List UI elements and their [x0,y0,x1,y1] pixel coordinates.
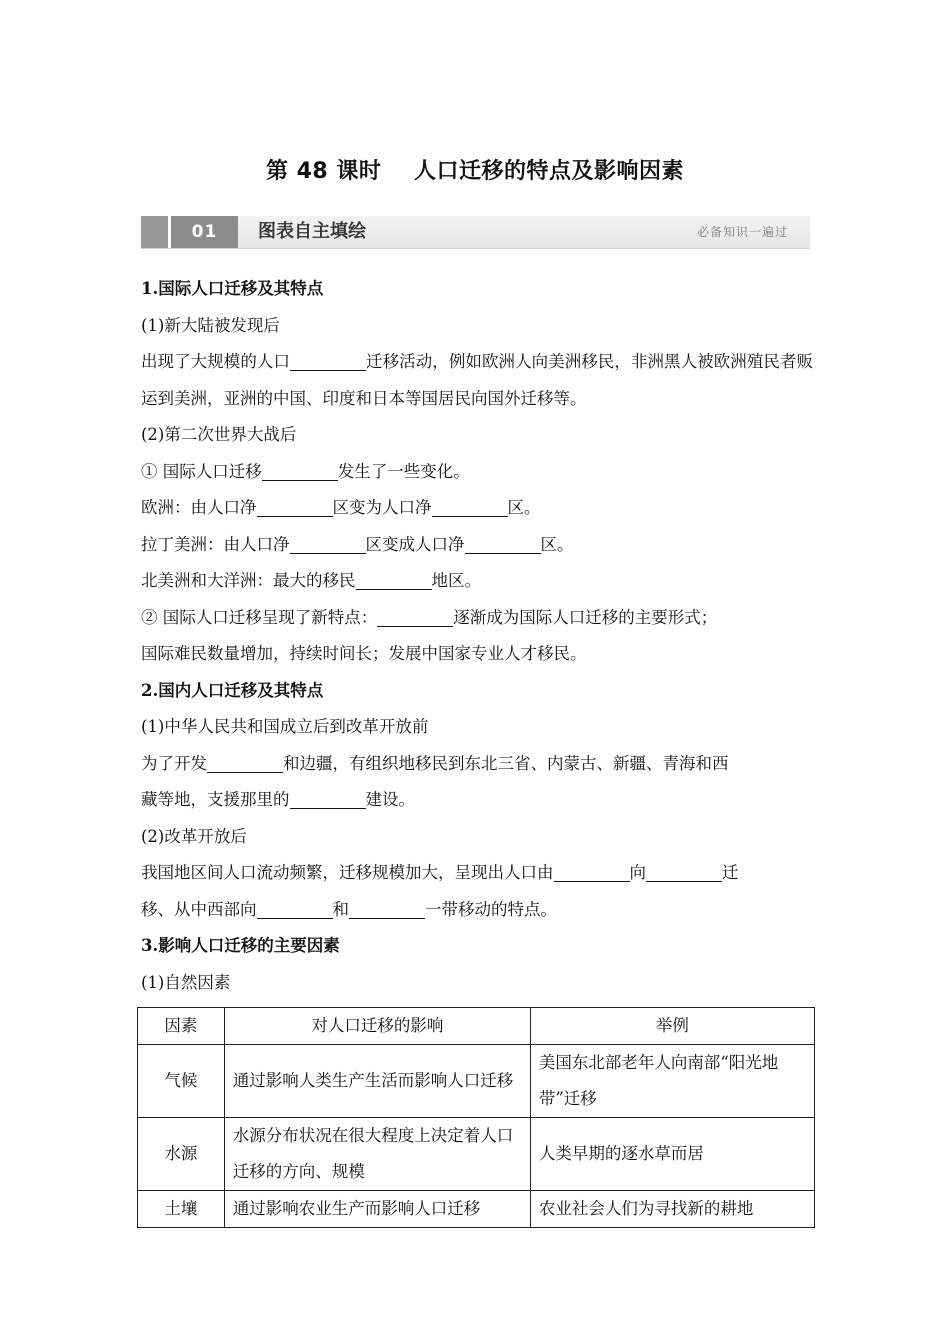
section3-sub1-heading: (1)自然因素 [141,972,231,992]
fill-blank[interactable] [207,753,283,772]
fill-blank[interactable] [465,534,541,553]
example-cell: 美国东北部老年人向南部“阳光地带”迁移 [530,1045,814,1118]
fill-blank[interactable] [349,899,425,918]
table-row [138,1191,815,1228]
north-america-line: 北美洲和大洋洲：最大的移民 地区。 [141,571,481,590]
table-header-cell: 举例 [530,1008,814,1045]
fill-blank[interactable] [646,863,722,882]
europe-line: 欧洲：由人口净 区变为人口净 区。 [141,498,541,517]
example-cell: 人类早期的逐水草而居 [530,1118,814,1191]
section1-item1: ① 国际人口迁移 发生了一些变化。 [141,461,470,481]
fill-blank[interactable] [290,352,366,371]
factor-cell: 气候 [138,1045,225,1118]
factor-cell: 土壤 [138,1191,225,1228]
banner-number: 01 [168,216,238,248]
example-cell: 农业社会人们为寻找新的耕地 [530,1191,814,1228]
section1-sub1-text: 出现了大规模的人口 迁移活动，例如欧洲人向美洲移民，非洲黑人被欧洲殖民者贩运到美洲，亚洲的中国、印度和日本等国居民向国外迁移等。 [141,352,814,408]
fill-blank[interactable] [290,534,366,553]
section3-heading: 3.影响人口迁移的主要因素 [141,936,340,955]
banner-accent-bar [141,216,168,248]
fill-blank[interactable] [257,498,333,517]
section2-sub1-line2: 藏等地，支援那里的 建设。 [141,790,415,809]
section2-heading: 2.国内人口迁移及其特点 [141,680,324,700]
section2-sub1-heading: (1)中华人民共和国成立后到改革开放前 [141,717,429,736]
latin-america-line: 拉丁美洲：由人口净 区变成人口净 区。 [141,534,574,554]
table-row [138,1118,815,1191]
factor-cell: 水源 [138,1118,225,1191]
fill-blank[interactable] [377,607,453,626]
section2-sub1-line1: 为了开发 和边疆，有组织地移民到东北三省、内蒙古、新疆、青海和西 [141,753,729,773]
effect-cell: 水源分布状况在很大程度上决定着人口迁移的方向、规模 [224,1118,530,1191]
page-title: 第 48 课时 人口迁移的特点及影响因素 [265,159,685,184]
natural-factors-table [137,1007,815,1228]
section2-sub2-line1: 我国地区间人口流动频繁，迁移规模加大，呈现出人口由 向 迁 [141,863,739,882]
effect-cell: 通过影响农业生产而影响人口迁移 [224,1191,530,1228]
fill-blank[interactable] [356,571,432,590]
document-body [141,271,813,1001]
section2-sub2-heading: (2)改革开放后 [141,826,247,846]
section2-sub2-line2: 移、从中西部向 和 一带移动的特点。 [141,899,557,919]
fill-blank[interactable] [262,461,338,480]
section1-item2-cont: 国际难民数量增加，持续时间长；发展中国家专业人才移民。 [141,644,587,663]
table-row [138,1045,815,1118]
fill-blank[interactable] [290,790,366,809]
table-header-row [138,1008,815,1045]
fill-blank[interactable] [554,863,630,882]
table-header-cell: 对人口迁移的影响 [224,1008,530,1045]
table-header-cell: 因素 [138,1008,225,1045]
section-banner [141,216,810,249]
section1-sub2-heading: (2)第二次世界大战后 [141,425,297,444]
section1-sub1-heading: (1)新大陆被发现后 [141,315,280,335]
fill-blank[interactable] [257,899,333,918]
banner-hint: 必备知识一遍过 [696,225,788,239]
effect-cell: 通过影响人类生产生活而影响人口迁移 [224,1045,530,1118]
section1-heading: 1.国际人口迁移及其特点 [141,279,324,298]
banner-title: 图表自主填绘 [258,221,366,242]
fill-blank[interactable] [432,498,508,517]
section1-item2: ② 国际人口迁移呈现了新特点： 逐渐成为国际人口迁移的主要形式； [141,607,718,627]
